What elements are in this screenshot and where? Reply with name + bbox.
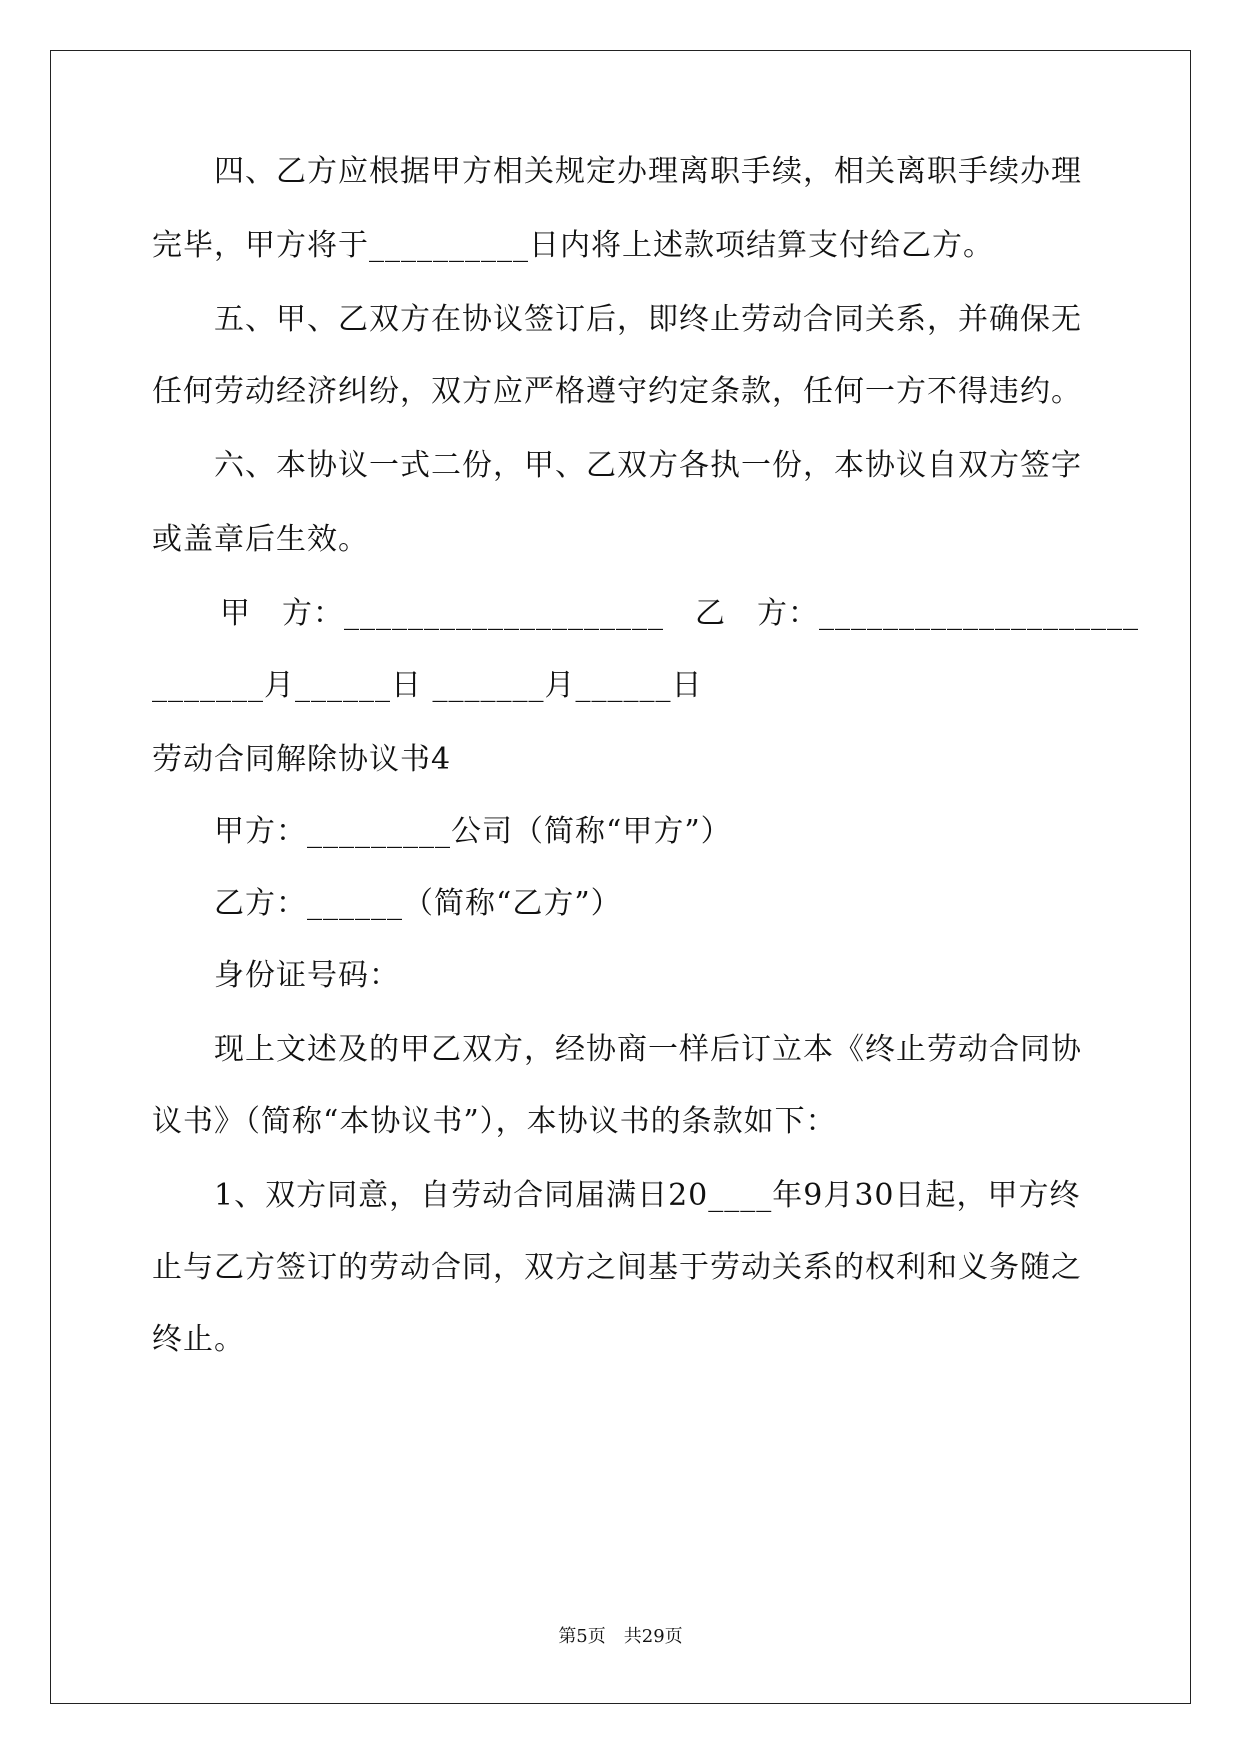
term-1-line-2: 止与乙方签订的劳动合同，双方之间基于劳动关系的权利和义务随之 (152, 1250, 1082, 1285)
id-number-line: 身份证号码： (214, 958, 400, 993)
party-b-line: 乙方：______（简称“乙方”） (214, 886, 622, 921)
section-title: 劳动合同解除协议书4 (152, 742, 452, 777)
clause-5-line-1: 五、甲、乙双方在协议签订后，即终止劳动合同关系，并确保无 (214, 302, 1082, 337)
party-a-line: 甲方：_________公司（简称“甲方”） (214, 814, 732, 849)
signature-line: 甲 方：____________________ 乙 方：____________________ (220, 596, 1139, 631)
term-1-line-3: 终止。 (152, 1322, 245, 1357)
clause-5-line-2: 任何劳动经济纠纷，双方应严格遵守约定条款，任何一方不得违约。 (152, 374, 1082, 409)
clause-4-line-1: 四、乙方应根据甲方相关规定办理离职手续，相关离职手续办理 (214, 154, 1082, 189)
date-line: _______月______日 _______月______日 (152, 668, 703, 703)
clause-6-line-2: 或盖章后生效。 (152, 522, 369, 557)
term-1-line-1: 1、双方同意，自劳动合同届满日20____年9月30日起，甲方终 (214, 1178, 1081, 1213)
preamble-line-1: 现上文述及的甲乙双方，经协商一样后订立本《终止劳动合同协 (214, 1032, 1082, 1067)
clause-6-line-1: 六、本协议一式二份，甲、乙双方各执一份，本协议自双方签字 (214, 448, 1082, 483)
preamble-line-2: 议书》（简称“本协议书”），本协议书的条款如下： (152, 1104, 837, 1139)
page-border (50, 50, 1191, 1704)
page-number: 第5页 共29页 (558, 1626, 683, 1647)
clause-4-line-2: 完毕，甲方将于__________日内将上述款项结算支付给乙方。 (152, 228, 994, 263)
